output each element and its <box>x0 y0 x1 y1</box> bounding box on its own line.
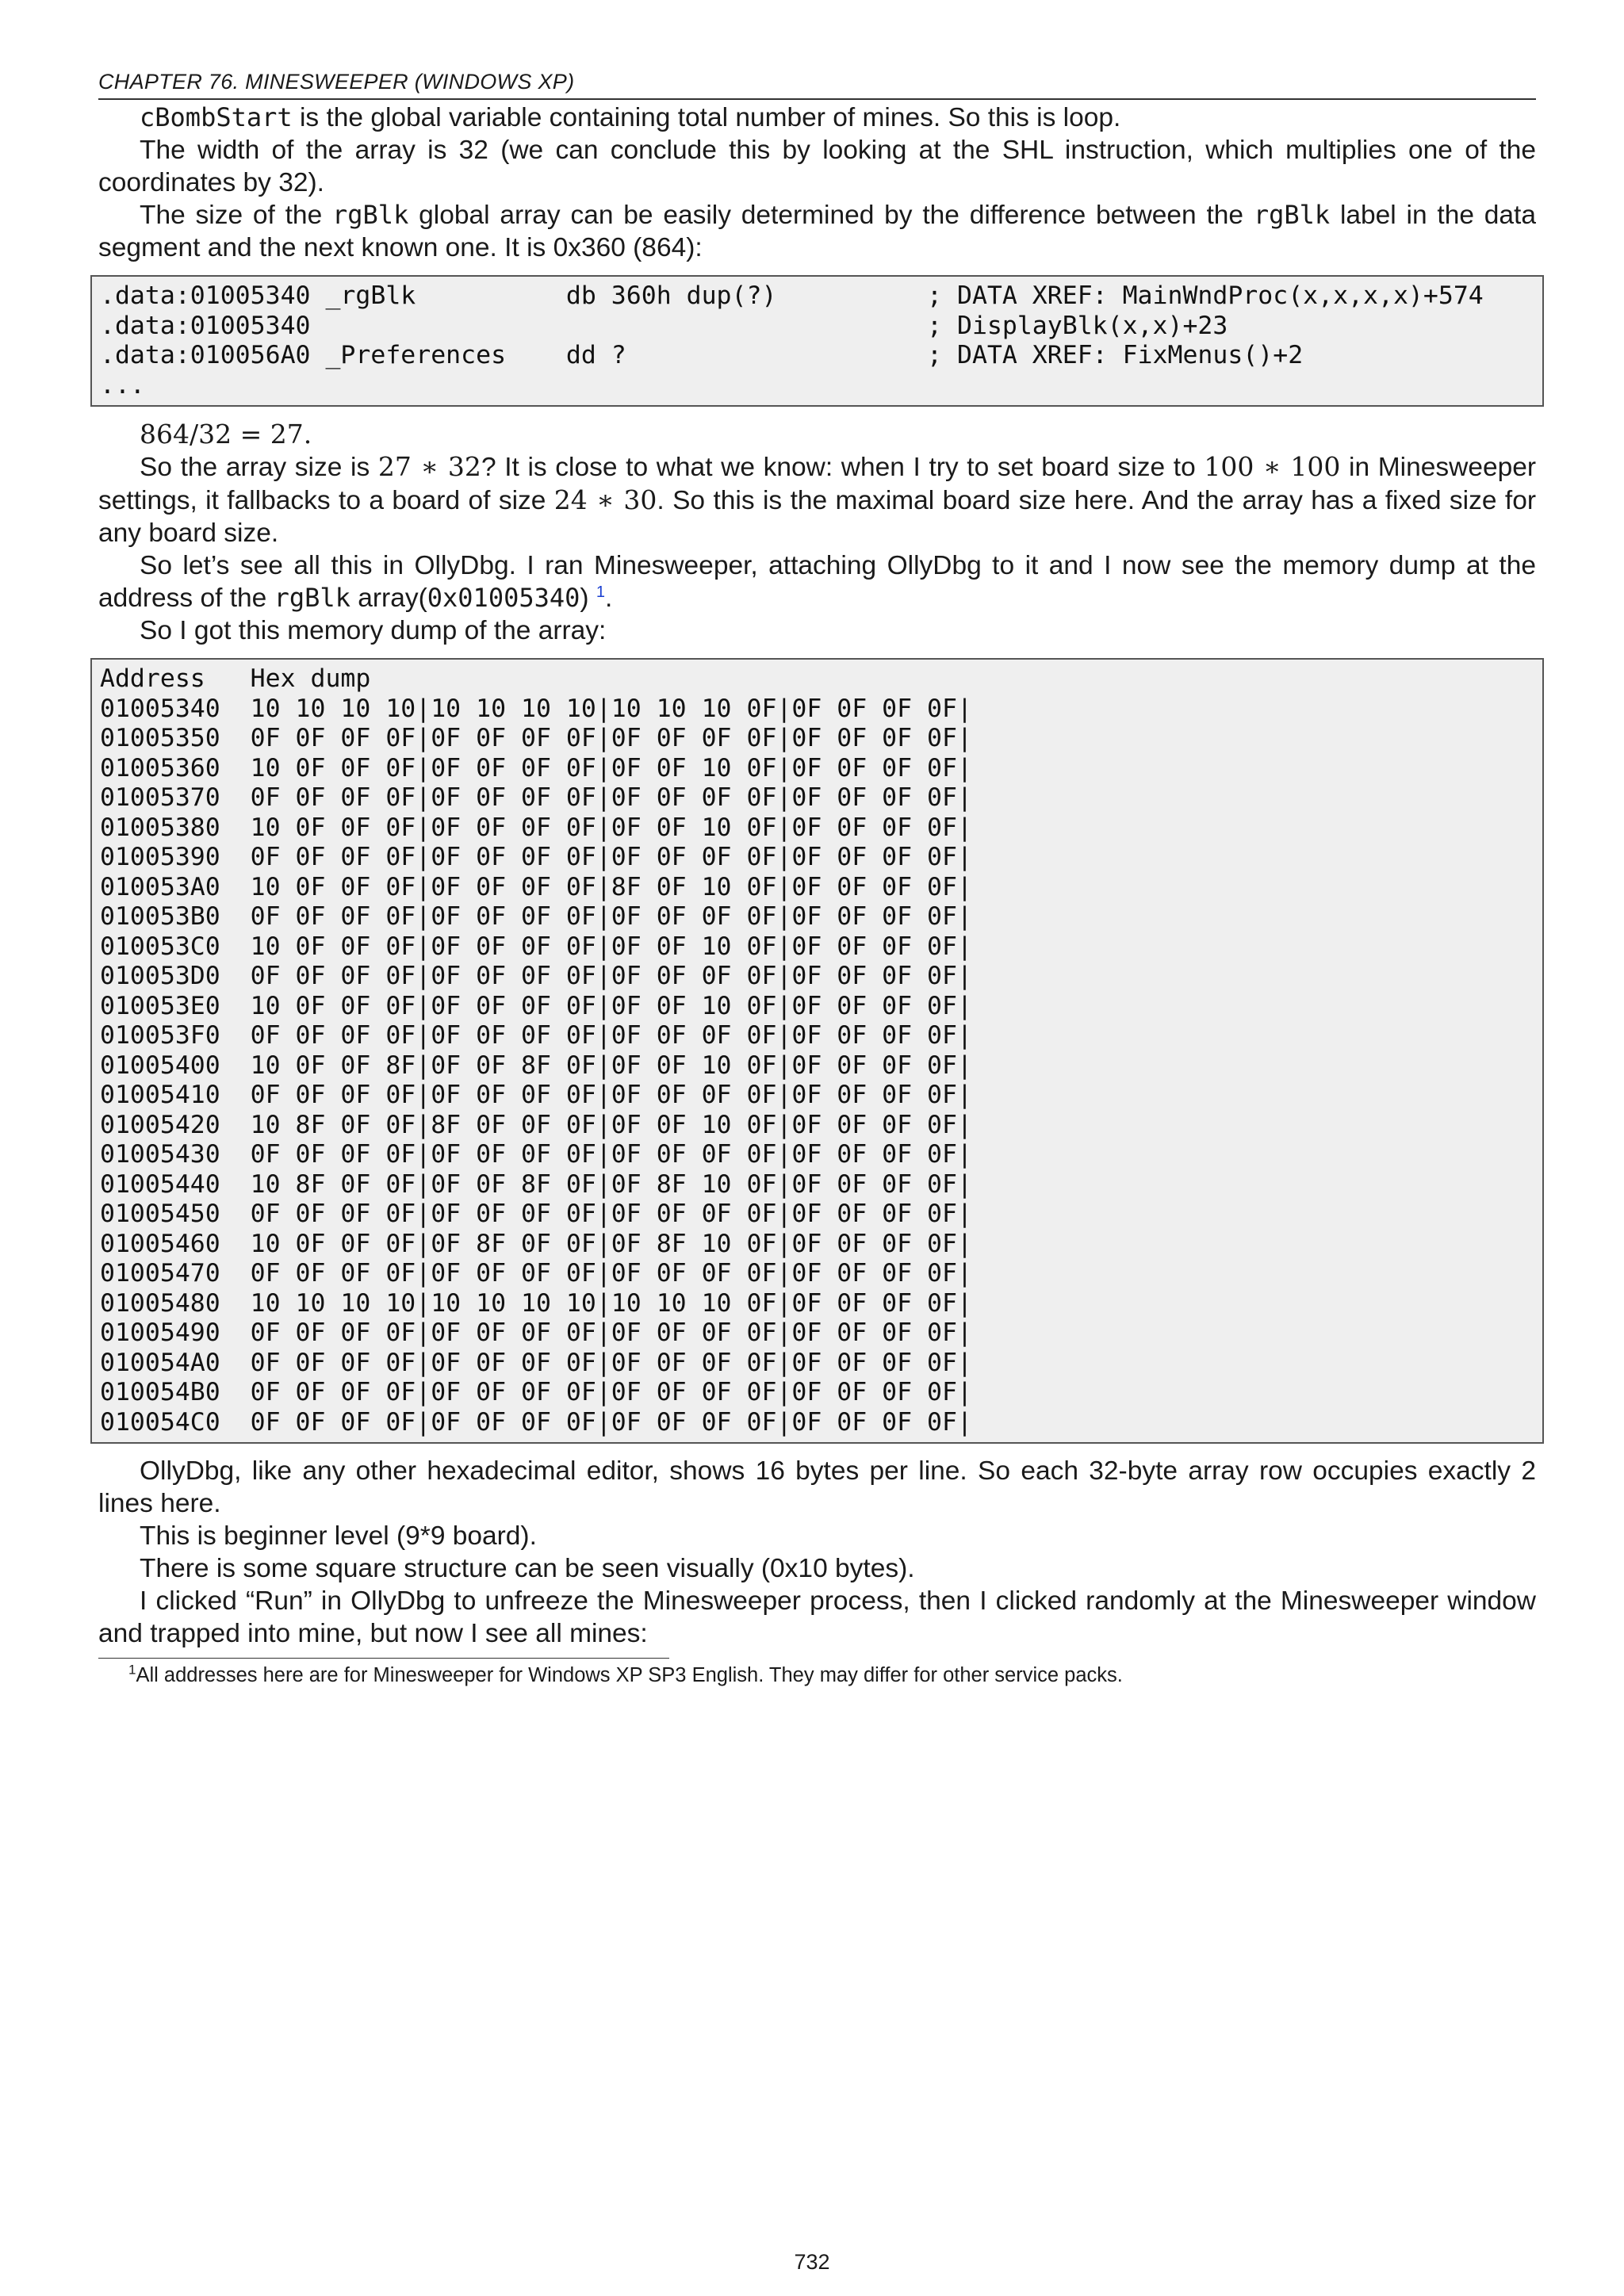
code-line: 01005470 0F 0F 0F 0F|0F 0F 0F 0F|0F 0F 0F 0F|0F 0F 0F 0F| <box>100 1259 972 1288</box>
math-expression: 27 ∗ 32 <box>377 451 481 482</box>
page-number: 732 <box>794 2250 830 2274</box>
code-line: 01005440 10 8F 0F 0F|0F 0F 8F 0F|0F 8F 10 0F|0F 0F 0F 0F| <box>100 1169 972 1199</box>
code-line: 010053F0 0F 0F 0F 0F|0F 0F 0F 0F|0F 0F 0F 0F|0F 0F 0F 0F| <box>100 1021 972 1050</box>
inline-code: rgBlk <box>1253 200 1331 230</box>
math-expression: 24 ∗ 30 <box>553 484 657 515</box>
footnote-text: All addresses here are for Minesweeper for Windows XP SP3 English. They may differ for other service packs. <box>136 1664 1123 1686</box>
code-line: 010053A0 10 0F 0F 0F|0F 0F 0F 0F|8F 0F 10 0F|0F 0F 0F 0F| <box>100 872 972 901</box>
text-run: label in the data segment and the next known one. It is 0x360 (864): <box>98 201 1536 262</box>
paragraph-board-size <box>98 450 1536 549</box>
code-line: ... <box>100 370 145 400</box>
footnote-rule <box>98 1658 669 1659</box>
text-run: ? It is close to what we know: when I try to set board size to <box>481 453 1205 482</box>
code-line: 010054B0 0F 0F 0F 0F|0F 0F 0F 0F|0F 0F 0F 0F|0F 0F 0F 0F| <box>100 1378 972 1406</box>
text-run: global array can be easily determined by the difference between the <box>408 201 1254 230</box>
text-run: . <box>605 584 613 613</box>
paragraph-ollydbg <box>98 549 1536 614</box>
code-line: 010053B0 0F 0F 0F 0F|0F 0F 0F 0F|0F 0F 0F 0F|0F 0F 0F 0F| <box>100 902 972 931</box>
code-line: 01005360 10 0F 0F 0F|0F 0F 0F 0F|0F 0F 10 0F|0F 0F 0F 0F| <box>100 753 972 783</box>
code-line: 01005370 0F 0F 0F 0F|0F 0F 0F 0F|0F 0F 0F 0F|0F 0F 0F 0F| <box>100 783 972 812</box>
paragraph-array-width: The width of the array is 32 (we can conclude this by looking at the SHL instruction, which multiplies one of the coordinates by 32). <box>98 136 1536 197</box>
paragraph-bytes-per-line: OllyDbg, like any other hexadecimal editor, shows 16 bytes per line. So each 32-byte array row occupies exactly 2 lines here. <box>98 1456 1536 1518</box>
inline-code: cBombStart <box>140 102 293 132</box>
code-line: .data:010056A0 _Preferences dd ? ; DATA XREF: FixMenus()+2 <box>100 341 1304 369</box>
code-listing-data-segment <box>90 275 1544 407</box>
footnote-link[interactable]: 1 <box>596 583 605 601</box>
code-line: 01005490 0F 0F 0F 0F|0F 0F 0F 0F|0F 0F 0F 0F|0F 0F 0F 0F| <box>100 1318 972 1347</box>
text-run: So let’s see all this in OllyDbg. I ran Minesweeper, attaching OllyDbg to it and I now see the memory dump at the address of the <box>98 551 1536 613</box>
text-run: array( <box>350 584 427 613</box>
equation-864-div-32: 864/32 = 27. <box>140 419 312 450</box>
footnote-number: 1 <box>128 1662 136 1678</box>
text-run: The size of the <box>140 201 332 230</box>
code-line: 01005430 0F 0F 0F 0F|0F 0F 0F 0F|0F 0F 0F 0F|0F 0F 0F 0F| <box>100 1140 972 1169</box>
paragraph-square-structure: There is some square structure can be seen visually (0x10 bytes). <box>140 1554 915 1583</box>
text-run: . So this is the maximal board size here. And the array has a fixed size for any board size. <box>98 486 1536 548</box>
code-line: 01005400 10 0F 0F 8F|0F 0F 8F 0F|0F 0F 10 0F|0F 0F 0F 0F| <box>100 1050 972 1080</box>
text-run: So the array size is <box>140 453 378 482</box>
code-line: 010054A0 0F 0F 0F 0F|0F 0F 0F 0F|0F 0F 0F 0F|0F 0F 0F 0F| <box>100 1348 972 1377</box>
code-line: 01005390 0F 0F 0F 0F|0F 0F 0F 0F|0F 0F 0F 0F|0F 0F 0F 0F| <box>100 843 972 871</box>
code-line: 010053E0 10 0F 0F 0F|0F 0F 0F 0F|0F 0F 10 0F|0F 0F 0F 0F| <box>100 991 972 1020</box>
code-line: .data:01005340 ; DisplayBlk(x,x)+23 <box>100 311 1228 340</box>
code-line: 01005380 10 0F 0F 0F|0F 0F 0F 0F|0F 0F 10 0F|0F 0F 0F 0F| <box>100 813 972 842</box>
code-line: Address Hex dump <box>100 664 371 693</box>
code-listing-hex-dump <box>90 658 1544 1444</box>
paragraph-memory-dump-intro: So I got this memory dump of the array: <box>140 616 607 645</box>
code-line: 010053C0 10 0F 0F 0F|0F 0F 0F 0F|0F 0F 10 0F|0F 0F 0F 0F| <box>100 932 972 961</box>
paragraph-cbombstart <box>98 101 1536 134</box>
code-line: 01005410 0F 0F 0F 0F|0F 0F 0F 0F|0F 0F 0F 0F|0F 0F 0F 0F| <box>100 1081 972 1109</box>
code-line: 01005420 10 8F 0F 0F|8F 0F 0F 0F|0F 0F 10 0F|0F 0F 0F 0F| <box>100 1110 972 1139</box>
chapter-header: CHAPTER 76. MINESWEEPER (WINDOWS XP) <box>98 68 1536 100</box>
code-line: 01005450 0F 0F 0F 0F|0F 0F 0F 0F|0F 0F 0F 0F|0F 0F 0F 0F| <box>100 1200 972 1228</box>
footnote <box>98 1662 1536 1689</box>
paragraph-array-size <box>98 199 1536 264</box>
code-line: 010054C0 0F 0F 0F 0F|0F 0F 0F 0F|0F 0F 0F 0F|0F 0F 0F 0F| <box>100 1407 972 1437</box>
code-line: .data:01005340 _rgBlk db 360h dup(?) ; DATA XREF: MainWndProc(x,x,x,x)+574 <box>100 281 1484 310</box>
paragraph-run-clicked: I clicked “Run” in OllyDbg to unfreeze the Minesweeper process, then I clicked randomly at the Minesweeper window and trapped into mine, but now I see all mines: <box>98 1586 1536 1648</box>
code-line: 01005480 10 10 10 10|10 10 10 10|10 10 10 0F|0F 0F 0F 0F| <box>100 1288 972 1318</box>
inline-code: rgBlk <box>332 200 409 230</box>
code-line: 010053D0 0F 0F 0F 0F|0F 0F 0F 0F|0F 0F 0F 0F|0F 0F 0F 0F| <box>100 962 972 990</box>
inline-code: 0x01005340 <box>427 583 580 613</box>
paragraph-text: is the global variable containing total number of mines. So this is loop. <box>292 103 1121 132</box>
code-line: 01005340 10 10 10 10|10 10 10 10|10 10 10 0F|0F 0F 0F 0F| <box>100 694 972 723</box>
code-line: 01005350 0F 0F 0F 0F|0F 0F 0F 0F|0F 0F 0F 0F|0F 0F 0F 0F| <box>100 724 972 752</box>
text-run: in Minesweeper settings, it fallbacks to a board of size <box>98 453 1537 515</box>
text-run: ) <box>580 584 596 613</box>
document-page <box>98 68 1536 1689</box>
paragraph-beginner-level: This is beginner level (9*9 board). <box>140 1521 537 1551</box>
inline-code: rgBlk <box>274 583 350 613</box>
code-line: 01005460 10 0F 0F 0F|0F 8F 0F 0F|0F 8F 10 0F|0F 0F 0F 0F| <box>100 1229 972 1258</box>
math-expression: 100 ∗ 100 <box>1204 451 1341 482</box>
